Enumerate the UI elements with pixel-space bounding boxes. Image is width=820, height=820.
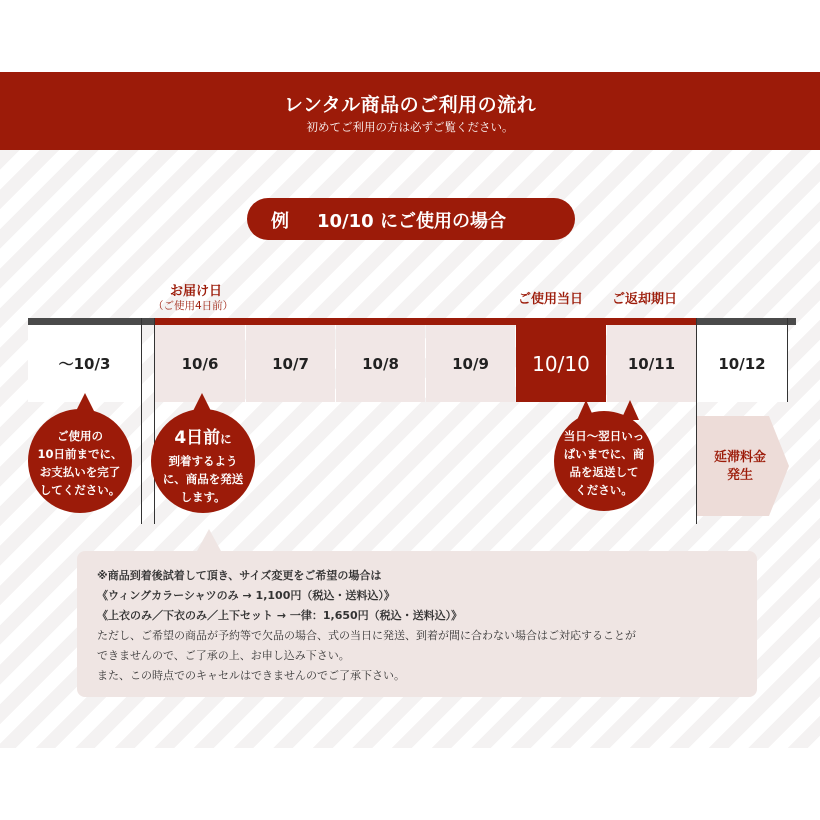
delivery-day-sublabel: （ご使用4日前） bbox=[153, 300, 234, 312]
bubble-text-line: 到着するよう bbox=[168, 454, 238, 468]
example-prefix: 例 bbox=[271, 211, 289, 232]
header-banner bbox=[0, 72, 820, 150]
delivery-day-label: お届け日 bbox=[170, 284, 223, 299]
divider-line bbox=[141, 318, 142, 524]
note-line: また、この時点でのキャセルはできませんのでご了承下さい。 bbox=[97, 669, 405, 682]
date-cell: 〜10/3 bbox=[28, 325, 141, 402]
bubble-text-line: 当日〜翌日いっ bbox=[563, 429, 645, 443]
bubble-text-line: してください。 bbox=[39, 483, 121, 497]
divider-line bbox=[787, 318, 788, 402]
note-line: できませんので、ご了承の上、お申し込み下さい。 bbox=[97, 649, 350, 662]
return-day-label: ご返却期日 bbox=[612, 292, 678, 307]
note-pointer bbox=[197, 529, 221, 551]
date-cell: 10/8 bbox=[336, 325, 425, 402]
bubble-text-line: に、商品を発送 bbox=[162, 472, 244, 486]
return-bubble bbox=[554, 411, 654, 511]
shipping-days-suffix: に bbox=[220, 432, 232, 446]
page-subtitle: 初めてご利用の方は必ずご覧ください。 bbox=[306, 120, 514, 134]
bubble-text-line: ご使用の bbox=[57, 429, 103, 443]
note-line: ※商品到着後試着して頂き、サイズ変更をご希望の場合は bbox=[97, 569, 382, 582]
note-line: ただし、ご希望の商品が予約等で欠品の場合、式の当日に発送、到着が間に合わない場合はご対応することが bbox=[97, 629, 636, 642]
shipping-days-highlight: 4日前 bbox=[174, 428, 221, 448]
date-cell-use-day: 10/10 bbox=[516, 325, 606, 402]
example-text: 10/10 にご使用の場合 bbox=[317, 211, 506, 232]
use-day-label: ご使用当日 bbox=[518, 292, 584, 307]
date-cell: 10/6 bbox=[155, 325, 245, 402]
shipping-bubble bbox=[151, 409, 255, 513]
bubble-text-line: 10日前までに、 bbox=[37, 447, 123, 461]
date-cell: 10/12 bbox=[697, 325, 787, 402]
timeline-bar-rental-period bbox=[155, 318, 696, 325]
payment-bubble bbox=[28, 409, 132, 513]
note-line: 《上衣のみ／下衣のみ／上下セット → 一律：1,650円（税込・送料込）》 bbox=[97, 609, 463, 622]
date-cell: 10/9 bbox=[426, 325, 515, 402]
overdue-label bbox=[700, 449, 780, 485]
bubble-text-line: お支払いを完了 bbox=[39, 465, 121, 479]
note-line: 《ウィングカラーシャツのみ → 1,100円（税込・送料込）》 bbox=[97, 589, 395, 602]
bubble-text-line: 品を返送して bbox=[569, 465, 639, 479]
page-title: レンタル商品のご利用の流れ bbox=[283, 94, 537, 116]
bubble-text-line: ください。 bbox=[575, 483, 633, 497]
example-pill bbox=[247, 198, 575, 240]
bubble-text-line: ぱいまでに、商 bbox=[563, 447, 645, 461]
date-cell: 10/11 bbox=[607, 325, 696, 402]
bubble-text-line: します。 bbox=[180, 490, 226, 504]
overdue-label-line: 発生 bbox=[726, 468, 753, 483]
overdue-label-line: 延滞料金 bbox=[713, 450, 766, 465]
bubble-text-line bbox=[151, 429, 255, 448]
date-cell: 10/7 bbox=[246, 325, 335, 402]
